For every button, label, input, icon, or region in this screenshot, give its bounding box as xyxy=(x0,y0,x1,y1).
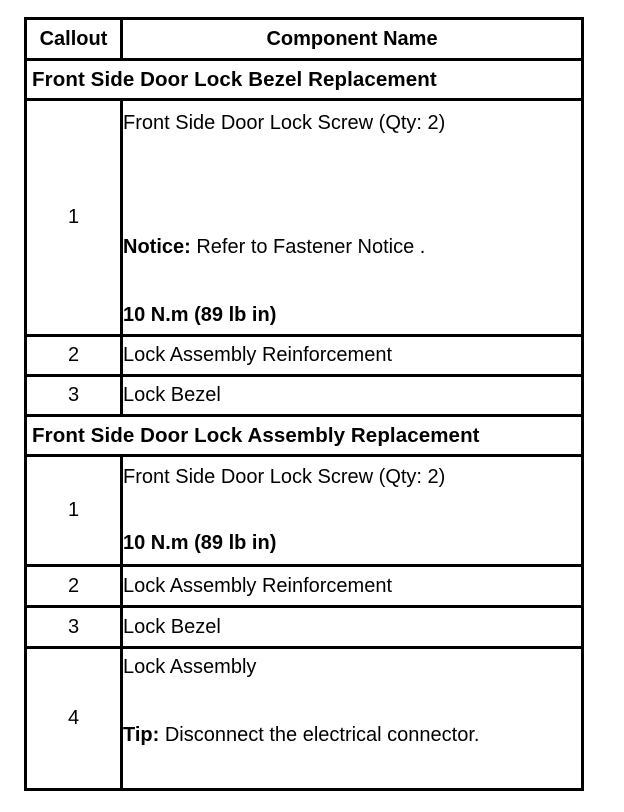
table-row xyxy=(26,648,583,790)
callout-cell: 1 xyxy=(26,100,122,336)
table-row xyxy=(26,100,583,336)
callout-cell: 1 xyxy=(26,456,122,566)
component-name: Lock Bezel xyxy=(122,607,583,648)
tip xyxy=(123,723,581,747)
component-name: Front Side Door Lock Screw (Qty: 2) xyxy=(123,466,446,488)
section-header xyxy=(26,60,583,100)
table-row xyxy=(26,376,583,416)
callout-cell: 3 xyxy=(26,376,122,416)
component-cell xyxy=(122,100,583,336)
component-table xyxy=(24,17,584,791)
notice xyxy=(123,235,581,259)
callout-cell: 2 xyxy=(26,336,122,376)
notice-label: Notice: xyxy=(123,236,191,258)
section-header xyxy=(26,416,583,456)
callout-cell: 4 xyxy=(26,648,122,790)
table-row xyxy=(26,336,583,376)
component-cell xyxy=(122,456,583,566)
tip-text: Disconnect the electrical connector. xyxy=(159,724,480,746)
table-row xyxy=(26,566,583,607)
callout-cell: 2 xyxy=(26,566,122,607)
torque-spec: 10 N.m (89 lb in) xyxy=(123,304,277,326)
section-title: Front Side Door Lock Bezel Replacement xyxy=(26,60,583,100)
callout-cell: 3 xyxy=(26,607,122,648)
callout-header: Callout xyxy=(26,19,122,60)
table-row xyxy=(26,456,583,566)
component-name-header: Component Name xyxy=(122,19,583,60)
component-name: Lock Bezel xyxy=(122,376,583,416)
component-name: Lock Assembly Reinforcement xyxy=(122,566,583,607)
notice-text: Refer to Fastener Notice . xyxy=(190,236,426,258)
tip-label: Tip: xyxy=(123,724,160,746)
torque-spec: 10 N.m (89 lb in) xyxy=(123,532,277,554)
header-row xyxy=(26,19,583,60)
component-name: Lock Assembly Reinforcement xyxy=(122,336,583,376)
component-name: Lock Assembly xyxy=(123,656,257,678)
section-title: Front Side Door Lock Assembly Replacement xyxy=(26,416,583,456)
table-row xyxy=(26,607,583,648)
component-name: Front Side Door Lock Screw (Qty: 2) xyxy=(123,112,446,134)
component-cell xyxy=(122,648,583,790)
